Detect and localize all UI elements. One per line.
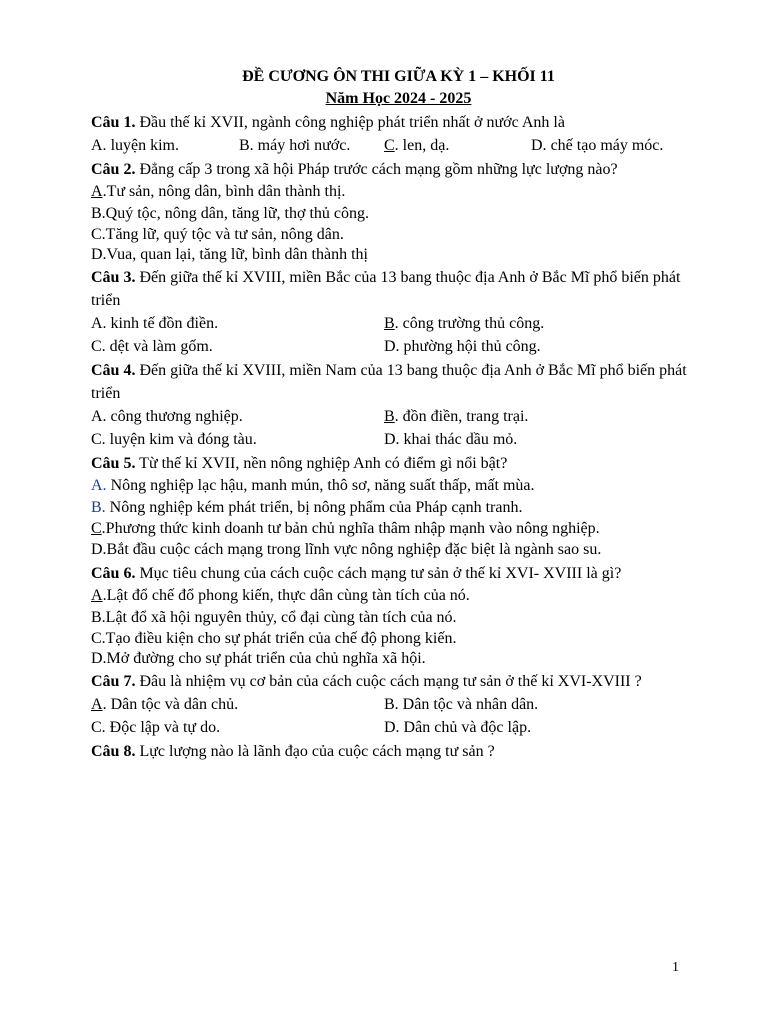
answer-b: B.Lật đổ xã hội nguyên thủy, cổ đại cùng tàn tích của nó. xyxy=(91,609,457,626)
answer-letter-correct: A xyxy=(91,587,103,604)
answer-c: C.Tăng lữ, quý tộc và tư sản, nông dân. xyxy=(91,226,344,243)
question-number: Câu 5. xyxy=(91,455,136,472)
answer-a xyxy=(91,475,706,497)
answer-c xyxy=(384,134,531,157)
question-text: Đẳng cấp 3 trong xã hội Pháp trước cách mạng gồm những lực lượng nào? xyxy=(135,161,618,178)
question-text: Lực lượng nào là lãnh đạo của cuộc cách mạng tư sản ? xyxy=(135,743,495,760)
answer-a: A. công thương nghiệp. xyxy=(91,408,243,425)
answer-text: . len, dạ. xyxy=(394,137,450,154)
answer-d: D. phường hội thủ công. xyxy=(384,338,541,355)
answer-letter-correct: A xyxy=(91,696,103,713)
answer-a xyxy=(91,181,706,203)
answer-text: .Phương thức kinh doanh tư bản chủ nghĩa thâm nhập mạnh vào nông nghiệp. xyxy=(101,520,600,537)
answer-b: B.Quý tộc, nông dân, tăng lữ, thợ thủ công. xyxy=(91,205,369,222)
document-page xyxy=(91,66,706,763)
answer-c: C. Độc lập và tự do. xyxy=(91,719,221,736)
answer-letter: A. xyxy=(91,137,107,154)
question-number: Câu 2. xyxy=(91,161,136,178)
document-subtitle: Năm Học 2024 - 2025 xyxy=(325,90,472,107)
question-4 xyxy=(91,359,706,405)
answer-a xyxy=(91,585,706,607)
answer-text: luyện kim. xyxy=(106,137,179,154)
answer-row xyxy=(91,134,706,157)
answer-d: D.Vua, quan lại, tăng lữ, bình dân thành thị xyxy=(91,246,368,263)
answer-a: A. kinh tế đồn điền. xyxy=(91,315,219,332)
answer-row xyxy=(91,693,706,716)
answer-row xyxy=(91,312,706,335)
answer-text: .Tư sản, nông dân, bình dân thành thị. xyxy=(102,183,346,200)
answer-text: .Lật đổ chế đổ phong kiến, thực dân cùng tàn tích của nó. xyxy=(102,587,470,604)
question-text: Đến giữa thế kỉ XVIII, miền Bắc của 13 bang thuộc địa Anh ở Bắc Mĩ phổ biến phát triển xyxy=(91,269,681,309)
answer-text: . đồn điền, trang trại. xyxy=(394,408,529,425)
answer-letter-correct: B xyxy=(384,315,395,332)
answer-text: Nông nghiệp kém phát triển, bị nông phẩm của Pháp cạnh tranh. xyxy=(105,499,523,516)
answer-letter: B. xyxy=(91,499,106,516)
answer-letter: A. xyxy=(91,477,107,494)
answer-d: D.Bắt đầu cuộc cách mạng trong lĩnh vực nông nghiệp đặc biệt là ngành sao su. xyxy=(91,541,602,558)
question-6 xyxy=(91,562,706,585)
answer-row xyxy=(91,405,706,428)
answer-c xyxy=(91,519,706,539)
answer-c: C. dệt và làm gốm. xyxy=(91,338,213,355)
question-number: Câu 6. xyxy=(91,565,136,582)
answer-row xyxy=(91,716,706,739)
question-number: Câu 3. xyxy=(91,269,136,286)
answer-b xyxy=(91,497,706,519)
answer-b xyxy=(239,134,384,157)
question-1 xyxy=(91,111,706,134)
answer-d: D.Mở đường cho sự phát triển của chủ nghĩa xã hội. xyxy=(91,650,426,667)
question-number: Câu 1. xyxy=(91,114,136,131)
page-number: 1 xyxy=(672,960,679,975)
question-number: Câu 7. xyxy=(91,673,136,690)
question-number: Câu 8. xyxy=(91,743,136,760)
question-text: Mục tiêu chung của cách cuộc cách mạng tư sản ở thế kỉ XVI- XVIII là gì? xyxy=(135,565,622,582)
answer-letter: D. xyxy=(531,137,547,154)
answer-row xyxy=(91,428,706,451)
answer-c: C. luyện kim và đóng tàu. xyxy=(91,431,257,448)
answer-d xyxy=(531,134,706,157)
answer-text: Nông nghiệp lạc hậu, manh mún, thô sơ, năng suất thấp, mất mùa. xyxy=(106,477,535,494)
answer-d: D. khai thác dầu mỏ. xyxy=(384,431,518,448)
answer-letter-correct: C xyxy=(384,137,395,154)
question-5 xyxy=(91,452,706,475)
answer-row xyxy=(91,335,706,358)
answer-b xyxy=(384,312,677,335)
answer-letter-correct: B xyxy=(384,408,395,425)
question-7 xyxy=(91,670,671,693)
question-text: Đầu thế kỉ XVII, ngành công nghiệp phát triển nhất ở nước Anh là xyxy=(135,114,565,131)
question-text: Từ thế kỉ XVII, nền nông nghiệp Anh có điểm gì nổi bật? xyxy=(135,455,508,472)
question-number: Câu 4. xyxy=(91,362,136,379)
answer-text: . công trường thủ công. xyxy=(394,315,545,332)
answer-letter-correct: A xyxy=(91,183,103,200)
answer-a xyxy=(91,134,239,157)
question-text: Đâu là nhiệm vụ cơ bản của cách cuộc cách mạng tư sản ở thế kỉ XVI-XVIII ? xyxy=(135,673,642,690)
answer-text: . Dân tộc và dân chủ. xyxy=(102,696,239,713)
answer-text: máy hơi nước. xyxy=(253,137,351,154)
answer-c: C.Tạo điều kiện cho sự phát triển của chế độ phong kiến. xyxy=(91,630,457,647)
question-2 xyxy=(91,158,706,181)
answer-a xyxy=(91,693,384,716)
answer-d: D. Dân chủ và độc lập. xyxy=(384,719,532,736)
answer-b xyxy=(384,405,677,428)
document-title: ĐỀ CƯƠNG ÔN THI GIỮA KỲ 1 – KHỐI 11 xyxy=(242,68,555,85)
question-3 xyxy=(91,266,706,312)
answer-text: chế tạo máy móc. xyxy=(546,137,664,154)
answer-b: B. Dân tộc và nhân dân. xyxy=(384,696,539,713)
answer-letter-correct: C xyxy=(91,520,102,537)
question-text: Đến giữa thế kỉ XVIII, miền Nam của 13 bang thuộc địa Anh ở Bắc Mĩ phổ biến phát triển xyxy=(91,362,687,402)
question-8 xyxy=(91,740,706,763)
answer-letter: B. xyxy=(239,137,254,154)
